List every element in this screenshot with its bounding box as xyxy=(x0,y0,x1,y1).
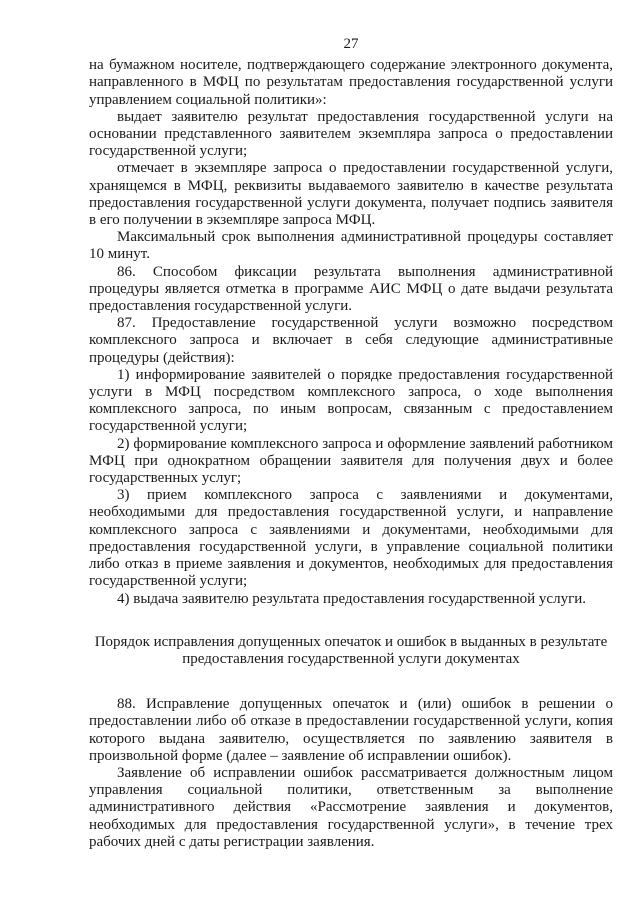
paragraph-continuation: на бумажном носителе, подтверждающего содержание электронного документа, направленного в МФЦ по результатам предоставления государственной услуги управлением социальной политики»: xyxy=(89,57,613,108)
paragraph-max-time: Максимальный срок выполнения административной процедуры составляет 10 минут. xyxy=(89,229,613,263)
paragraph-87: 87. Предоставление государственной услуги возможно посредством комплексного запроса и включает в себя следующие административные процедуры (действия): xyxy=(89,315,613,366)
list-item-1: 1) информирование заявителей о порядке предоставления государственной услуги в МФЦ посредством комплексного запроса, о ходе выполнения комплексного запроса, по иным вопросам, связанным с предоставлением государственной услуги; xyxy=(89,366,613,435)
paragraph-error-review: Заявление об исправлении ошибок рассматривается должностным лицом управления социальной политики, ответственным за выполнение административного действия «Рассмотрение заявления и документов, необходимых для предоставления государственной услуги», в течение трех рабочих дней с даты регистрации заявления. xyxy=(89,764,613,850)
paragraph-86: 86. Способом фиксации результата выполнения административной процедуры является отметка в программе АИС МФЦ о дате выдачи результата предоставления государственной услуги. xyxy=(89,263,613,315)
section-heading-line-2: предоставления государственной услуги документах xyxy=(182,650,520,667)
paragraph-88: 88. Исправление допущенных опечаток и (или) ошибок в решении о предоставлении либо об отказе в предоставлении государственной услуги, копия которого выдана заявителю, осуществляется по заявлению заявителя в произвольной форме (далее – заявление об исправлении ошибок). xyxy=(89,696,613,764)
list-item-3: 3) прием комплексного запроса с заявлениями и документами, необходимыми для предоставления государственной услуги, и направление комплексного запроса с заявлениями и документами, необходимыми для предоставления государственной услуги, в управление социальной политики либо отказ в приеме заявления и документов, необходимых для предоставления государственной услуги; xyxy=(89,487,613,590)
section-heading-line-1: Порядок исправления допущенных опечаток и ошибок в выданных в результате xyxy=(94,633,608,650)
section-heading xyxy=(89,634,613,668)
list-item-2: 2) формирование комплексного запроса и оформление заявлений работником МФЦ при однократном обращении заявителя для получения двух и более государственных услуг; xyxy=(89,435,613,487)
document-page xyxy=(89,36,613,851)
page-number: 27 xyxy=(343,36,359,52)
list-item-4: 4) выдача заявителю результата предоставления государственной услуги. xyxy=(117,590,586,607)
paragraph-issue-result: выдает заявителю результат предоставления государственной услуги на основании представленного заявителем экземпляра запроса о предоставлении государственной услуги; xyxy=(89,108,613,160)
paragraph-mark-request: отмечает в экземпляре запроса о предоставлении государственной услуги, хранящемся в МФЦ, реквизиты выдаваемого заявителю в качестве результата предоставления государственной услуги документа, получает подпись заявителя в его получении в экземпляре запроса МФЦ. xyxy=(89,160,613,229)
